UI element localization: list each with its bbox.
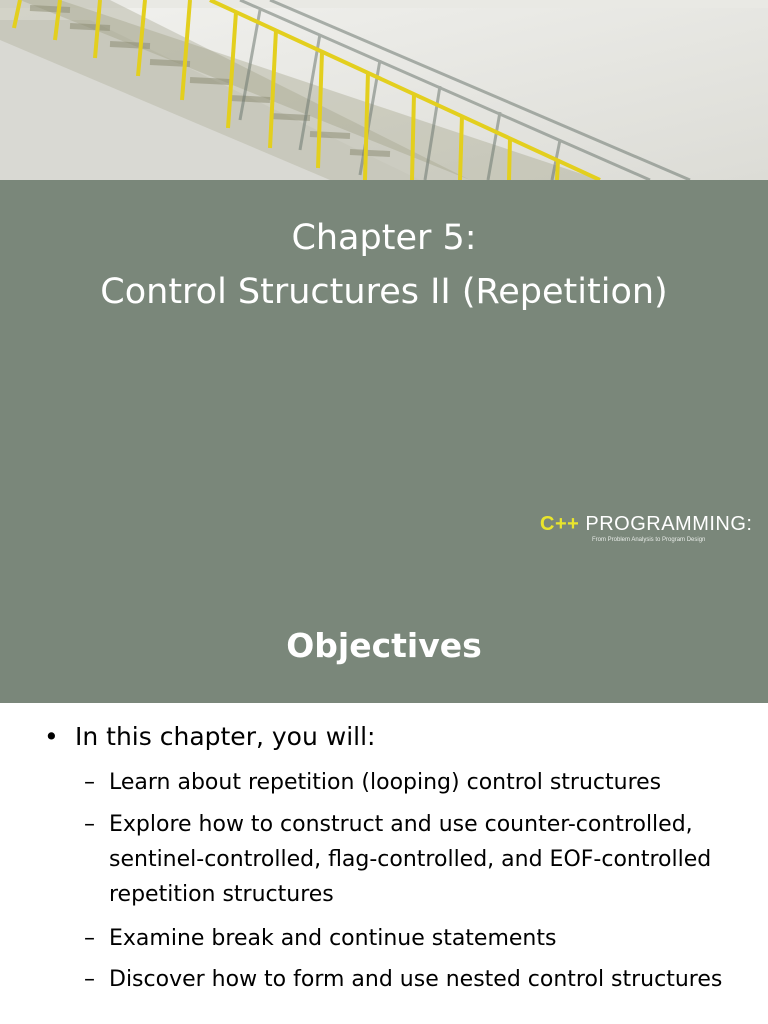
sub-bullet: [84, 962, 754, 997]
chapter-number: Chapter 5:: [291, 218, 477, 258]
staircase-illustration: [0, 0, 768, 180]
chapter-title: Control Structures II (Repetition): [100, 272, 668, 312]
bullet-marker: •: [44, 722, 59, 751]
objectives-content: [0, 703, 768, 1024]
logo-subtitle: From Problem Analysis to Program Design: [592, 537, 706, 543]
sub-bullet: [84, 921, 754, 956]
sub-bullet-text: Examine break and continue statements: [109, 926, 557, 951]
logo-wordmark: [540, 512, 753, 536]
sub-bullet: [84, 807, 754, 912]
objectives-header: [0, 600, 768, 703]
sub-bullet: [84, 765, 754, 800]
title-slide: [0, 180, 768, 600]
sub-bullet-text: Discover how to form and use nested control structures: [109, 967, 723, 992]
cpp-programming-logo: [540, 512, 760, 552]
sub-bullet-marker: –: [84, 770, 95, 795]
logo-cpp: C++: [540, 513, 580, 535]
sub-bullet-text: Learn about repetition (looping) control structures: [109, 770, 662, 795]
objectives-title: Objectives: [286, 626, 482, 665]
sub-bullet-text: Explore how to construct and use counter-controlled, sentinel-controlled, flag-controlled, and EOF-controlled repetition structures: [109, 812, 712, 907]
sub-bullet-marker: –: [84, 926, 95, 951]
logo-programming: PROGRAMMING:: [585, 513, 753, 535]
sub-bullet-marker: –: [84, 812, 95, 837]
sub-bullet-marker: –: [84, 967, 95, 992]
bullet-text: In this chapter, you will:: [75, 722, 376, 751]
staircase-photo: [0, 0, 768, 180]
